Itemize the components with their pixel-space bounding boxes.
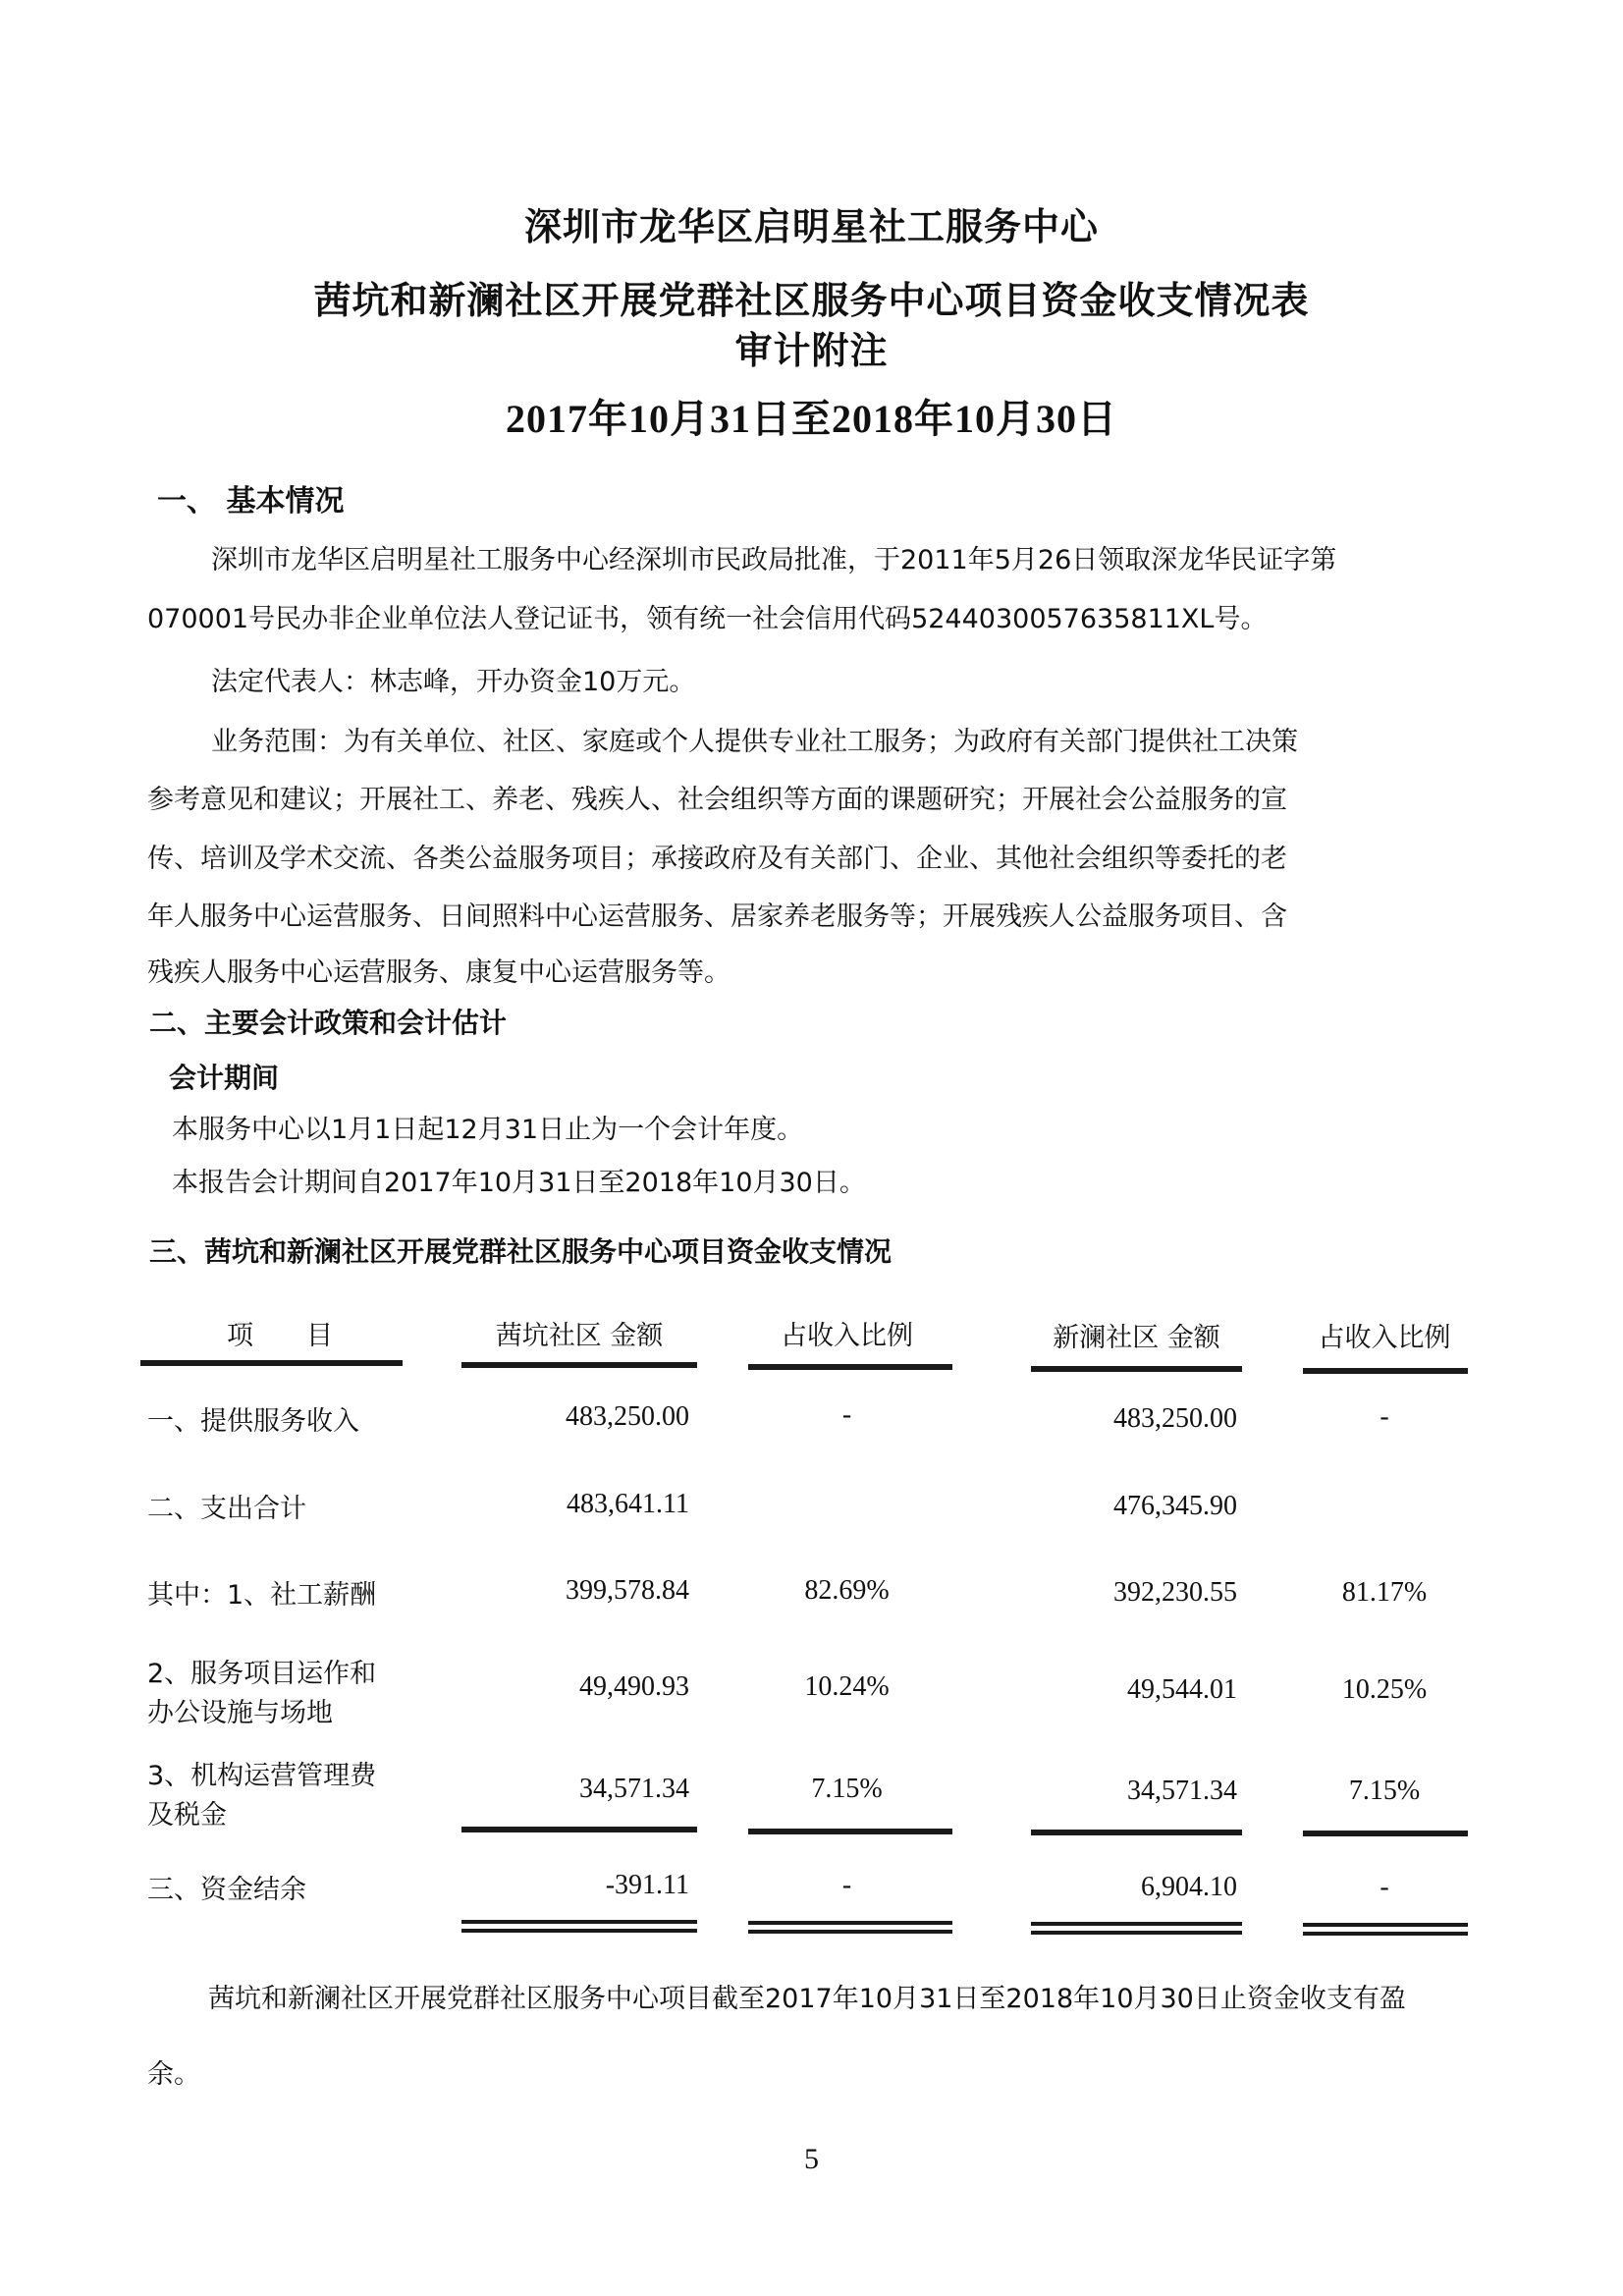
table-header-xl-ratio: 占收入比例: [1318, 1323, 1451, 1353]
row-label: 三、资金结余: [147, 1875, 306, 1905]
section1-para3-line1: 业务范围：为有关单位、社区、家庭或个人提供专业社工服务；为政府有关部门提供社工决策: [211, 727, 1298, 757]
row-label-line2: 办公设施与场地: [147, 1698, 333, 1728]
page-number: 5: [804, 2143, 819, 2175]
qk-ratio: 10.24%: [804, 1671, 890, 1702]
qk-ratio: -: [841, 1870, 852, 1900]
header-underline: [1303, 1368, 1468, 1374]
xl-ratio: 10.25%: [1341, 1674, 1428, 1705]
section1-para3-line5: 残疾人服务中心运营服务、康复中心运营服务等。: [147, 957, 730, 988]
xl-amount: 392,230.55: [1113, 1577, 1237, 1608]
total-double-underline: [748, 1921, 952, 1925]
table-header-qk-ratio: 占收入比例: [781, 1321, 913, 1351]
xl-amount: 49,544.01: [1127, 1674, 1237, 1705]
subtotal-underline: [1031, 1830, 1242, 1835]
conclusion-line2: 余。: [147, 2059, 200, 2090]
section1-heading: 一、 基本情况: [157, 484, 345, 519]
total-double-underline: [1303, 1932, 1468, 1936]
report-period: 2017年10月31日至2018年10月30日: [506, 397, 1117, 441]
xl-ratio: -: [1380, 1872, 1389, 1902]
row-label: 其中：1、社工薪酬: [147, 1580, 377, 1611]
row-label-line2: 及税金: [147, 1800, 227, 1831]
subtotal-underline: [1303, 1831, 1468, 1836]
report-title: 茜坑和新澜社区开展党群社区服务中心项目资金收支情况表: [313, 279, 1310, 322]
subtotal-underline: [748, 1829, 952, 1834]
qk-amount: 483,641.11: [567, 1489, 689, 1519]
header-underline: [748, 1364, 952, 1370]
qk-amount: 49,490.93: [579, 1671, 689, 1702]
xl-amount: 6,904.10: [1141, 1872, 1237, 1902]
xl-amount: 34,571.34: [1127, 1776, 1237, 1806]
subtotal-underline: [461, 1827, 697, 1832]
total-double-underline: [1303, 1923, 1468, 1927]
total-double-underline: [1031, 1931, 1242, 1935]
qk-ratio: -: [841, 1399, 852, 1430]
qk-ratio: 7.15%: [811, 1774, 883, 1804]
total-double-underline: [461, 1929, 697, 1933]
qk-amount: 34,571.34: [579, 1774, 689, 1804]
section2-heading: 二、主要会计政策和会计估计: [149, 1007, 508, 1039]
org-title: 深圳市龙华区启明星社工服务中心: [523, 205, 1099, 248]
header-underline: [1031, 1366, 1242, 1372]
section1-para2: 法定代表人：林志峰，开办资金10万元。: [211, 667, 696, 697]
row-label: 二、支出合计: [147, 1494, 306, 1524]
section2-line1: 本服务中心以1月1日起12月31日止为一个会计年度。: [172, 1115, 804, 1145]
section1-para1-line2: 070001号民办非企业单位法人登记证书，领有统一社会信用代码5244030057635811XL号。: [147, 604, 1268, 634]
total-double-underline: [748, 1930, 952, 1934]
row-label-line1: 2、服务项目运作和: [147, 1659, 377, 1689]
conclusion-line1: 茜坑和新澜社区开展党群社区服务中心项目截至2017年10月31日至2018年10月30日止资金收支有盈: [208, 1984, 1406, 2014]
header-underline: [140, 1360, 403, 1366]
xl-ratio: -: [1380, 1401, 1389, 1432]
qk-amount: 399,578.84: [566, 1575, 689, 1606]
xl-amount: 476,345.90: [1113, 1491, 1237, 1521]
qk-amount: -391.11: [605, 1870, 689, 1900]
section1-para3-line3: 传、培训及学术交流、各类公益服务项目；承接政府及有关部门、企业、其他社会组织等委托的老: [147, 844, 1287, 874]
section1-para1-line1: 深圳市龙华区启明星社工服务中心经深圳市民政局批准，于2011年5月26日领取深龙华民证字第: [211, 545, 1337, 575]
table-header-item: 项 目: [227, 1321, 333, 1351]
table-header-qk-amount: 茜坑社区 金额: [495, 1321, 664, 1351]
total-double-underline: [1031, 1922, 1242, 1926]
section1-para3-line2: 参考意见和建议；开展社工、养老、残疾人、社会组织等方面的课题研究；开展社会公益服务的宣: [147, 785, 1287, 815]
section1-para3-line4: 年人服务中心运营服务、日间照料中心运营服务、居家养老服务等；开展残疾人公益服务项目、含: [147, 902, 1287, 932]
report-subtitle: 审计附注: [734, 329, 889, 372]
qk-ratio: 82.69%: [804, 1575, 890, 1606]
xl-ratio: 81.17%: [1341, 1577, 1428, 1608]
row-label-line1: 3、机构运营管理费: [147, 1761, 377, 1791]
row-label: 一、提供服务收入: [147, 1406, 359, 1437]
section3-heading: 三、茜坑和新澜社区开展党群社区服务中心项目资金收支情况: [149, 1235, 893, 1268]
xl-ratio: 7.15%: [1348, 1776, 1421, 1806]
qk-amount: 483,250.00: [566, 1401, 689, 1432]
total-double-underline: [461, 1920, 697, 1924]
xl-amount: 483,250.00: [1113, 1403, 1237, 1434]
section2-subheading: 会计期间: [169, 1062, 280, 1094]
table-header-xl-amount: 新澜社区 金额: [1053, 1323, 1220, 1353]
header-underline: [461, 1362, 697, 1368]
section2-line2: 本报告会计期间自2017年10月31日至2018年10月30日。: [172, 1168, 866, 1198]
